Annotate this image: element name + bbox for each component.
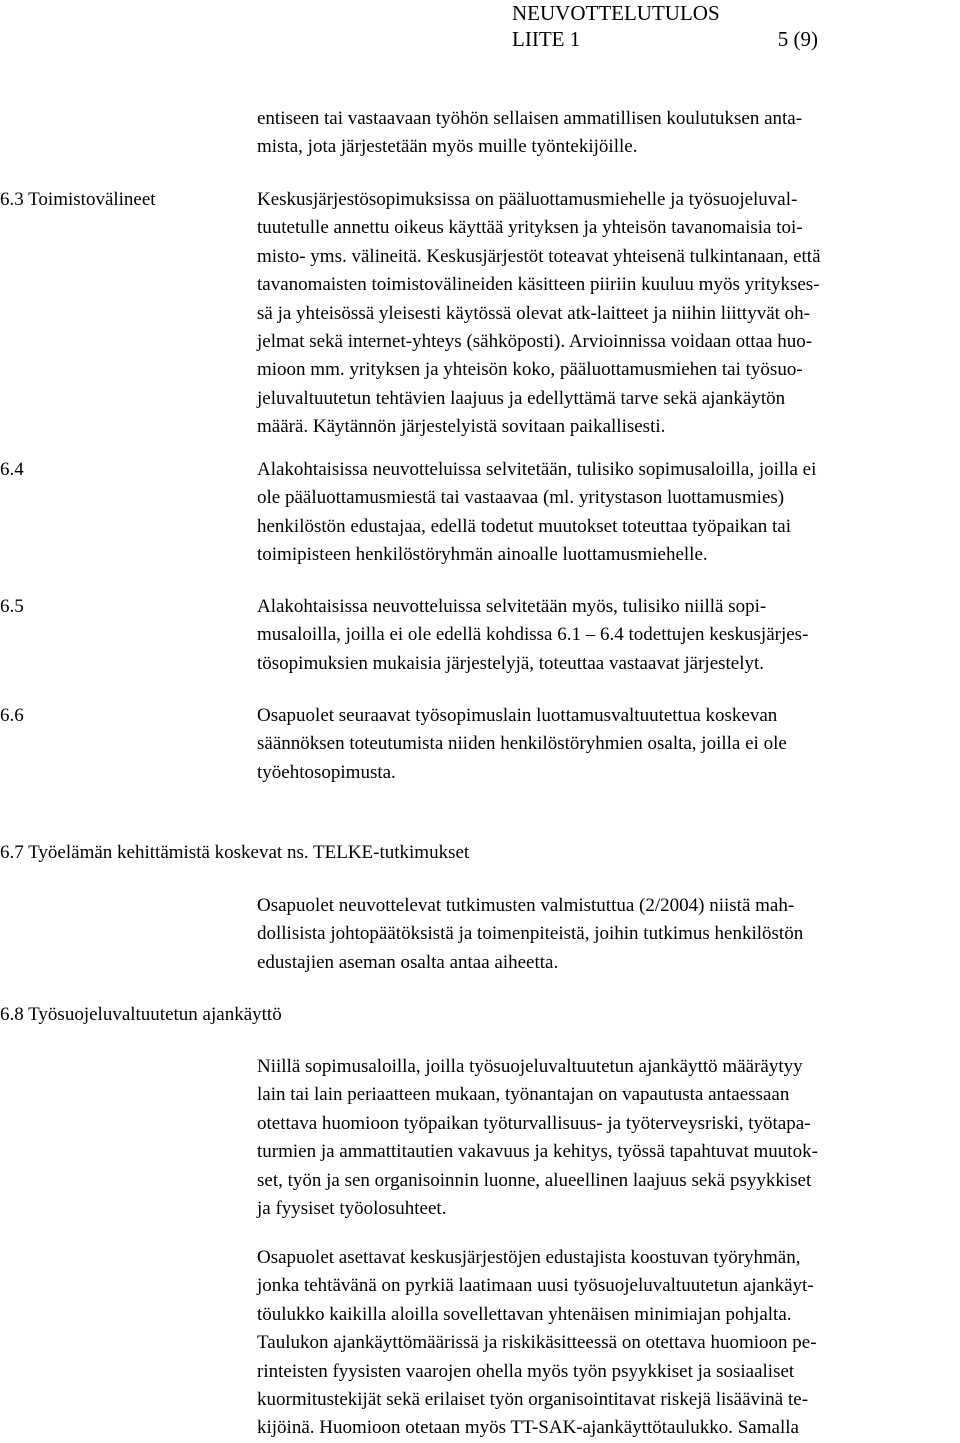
page-header [512, 0, 832, 52]
text-line: Taulukon ajankäyttömäärissä ja riskikäsitteessä on otettava huomioon pe- [257, 1332, 817, 1354]
text-line: työehtosopimusta. [257, 761, 396, 783]
section-6-3-body [257, 186, 821, 442]
text-line: set, työn ja sen organisoinnin luonne, alueellinen laajuus sekä psyykkiset [257, 1169, 812, 1191]
intro-paragraph [257, 105, 802, 162]
text-line: dollisista johtopäätöksistä ja toimenpiteistä, joihin tutkimus henkilöstön [257, 923, 804, 945]
section-6-4-body [257, 456, 816, 570]
section-heading-6-7: 6.7 Työelämän kehittämistä koskevat ns. TELKE-tutkimukset [0, 842, 470, 863]
text-line: Osapuolet neuvottelevat tutkimusten valmistuttua (2/2004) niistä mah- [257, 895, 795, 916]
text-line: kuormitustekijät sekä erilaiset työn organisointitavat riskejä lisäävinä te- [257, 1389, 809, 1411]
text-line: ja fyysiset työolosuhteet. [257, 1198, 447, 1220]
text-line: lain tai lain periaatteen mukaan, työnantajan on vapautusta antaessaan [257, 1084, 790, 1106]
text-line: edustajien aseman osalta antaa aiheetta. [257, 951, 559, 973]
text-line: ole pääluottamusmiestä tai vastaavaa (ml. yritystason luottamusmies) [257, 487, 785, 509]
attachment-label: LIITE 1 [512, 27, 581, 51]
section-6-6-body [257, 702, 787, 787]
section-6-5-body [257, 593, 808, 678]
section-number-6-6: 6.6 [0, 705, 24, 726]
text-line: Keskusjärjestösopimuksissa on pääluottamusmiehelle ja työsuojeluval- [257, 189, 798, 210]
text-line: turmien ja ammattitautien vakavuus ja kehitys, työssä tapahtuvat muutok- [257, 1141, 818, 1163]
text-line: mista, jota järjestetään myös muille työntekijöille. [257, 136, 638, 158]
document-title: NEUVOTTELUTULOS [512, 1, 720, 25]
text-line: Alakohtaisissa neuvotteluissa selvitetään, tulisiko sopimusaloilla, joilla ei [257, 459, 817, 480]
text-line: määrä. Käytännön järjestelyistä sovitaan paikallisesti. [257, 416, 666, 438]
text-line: kijöinä. Huomioon otetaan myös TT-SAK-ajankäyttötaulukko. Samalla [257, 1417, 799, 1439]
text-line: säännöksen toteutumista niiden henkilöstöryhmien osalta, joilla ei ole [257, 733, 787, 755]
section-6-8-paragraph-2 [257, 1244, 817, 1443]
text-line: rinteisten fyysisten vaarojen ohella myös työn psyykkiset ja sosiaaliset [257, 1360, 795, 1382]
text-line: Niillä sopimusaloilla, joilla työsuojeluvaltuutetun ajankäyttö määräytyy [257, 1056, 803, 1077]
text-line: tösopimuksien mukaisia järjestelyjä, toteuttaa vastaavat järjestelyt. [257, 652, 765, 674]
text-line: Osapuolet asettavat keskusjärjestöjen edustajista koostuvan työryhmän, [257, 1247, 801, 1268]
text-line: Osapuolet seuraavat työsopimuslain luottamusvaltuutettua koskevan [257, 705, 778, 726]
text-line: töulukko kaikilla aloilla sovellettavan yhtenäisen minimiajan pohjalta. [257, 1303, 792, 1325]
text-line: otettava huomioon työpaikan työturvallisuus- ja työterveysriski, työtapa- [257, 1112, 811, 1134]
text-line: Alakohtaisissa neuvotteluissa selvitetään myös, tulisiko niillä sopi- [257, 596, 767, 617]
text-line: tavanomaisten toimistovälineiden käsitteen piiriin kuuluu myös yritykses- [257, 274, 820, 296]
text-line: toimipisteen henkilöstöryhmän ainoalle luottamusmiehelle. [257, 544, 708, 566]
page-number: 5 (9) [777, 27, 818, 51]
text-line: jonka tehtävänä on pyrkiä laatimaan uusi työsuojeluvaltuutetun ajankäyt- [257, 1275, 814, 1297]
section-6-8-paragraph-1 [257, 1053, 818, 1223]
text-line: musaloilla, joilla ei ole edellä kohdissa 6.1 – 6.4 todettujen keskusjärjes- [257, 624, 809, 646]
section-6-7-body [257, 892, 803, 977]
section-number-6-5: 6.5 [0, 596, 24, 617]
section-number-6-4: 6.4 [0, 459, 24, 480]
text-line: henkilöstön edustajaa, edellä todetut muutokset toteuttaa työpaikan tai [257, 515, 791, 537]
text-line: jeluvaltuutetun tehtävien laajuus ja edellyttämä tarve sekä ajankäytön [257, 387, 786, 409]
text-line: entiseen tai vastaavaan työhön sellaisen ammatillisen koulutuksen anta- [257, 108, 803, 129]
section-heading-6-3: 6.3 Toimistovälineet [0, 189, 156, 210]
text-line: mioon mm. yrityksen ja yhteisön koko, pääluottamusmiehen tai työsuo- [257, 359, 803, 381]
text-line: tuutetulle annettu oikeus käyttää yrityksen ja yhteisön tavanomaisia toi- [257, 217, 803, 239]
text-line: jelmat sekä internet-yhteys (sähköposti). Arvioinnissa voidaan ottaa huo- [257, 331, 813, 353]
text-line: sä ja yhteisössä yleisesti käytössä olevat atk-laitteet ja niihin liittyvät oh- [257, 302, 810, 324]
header-meta [512, 26, 818, 52]
section-heading-6-8: 6.8 Työsuojeluvaltuutetun ajankäyttö [0, 1004, 282, 1025]
text-line: misto- yms. välineitä. Keskusjärjestöt toteavat yhteisenä tulkintanaan, että [257, 245, 821, 267]
